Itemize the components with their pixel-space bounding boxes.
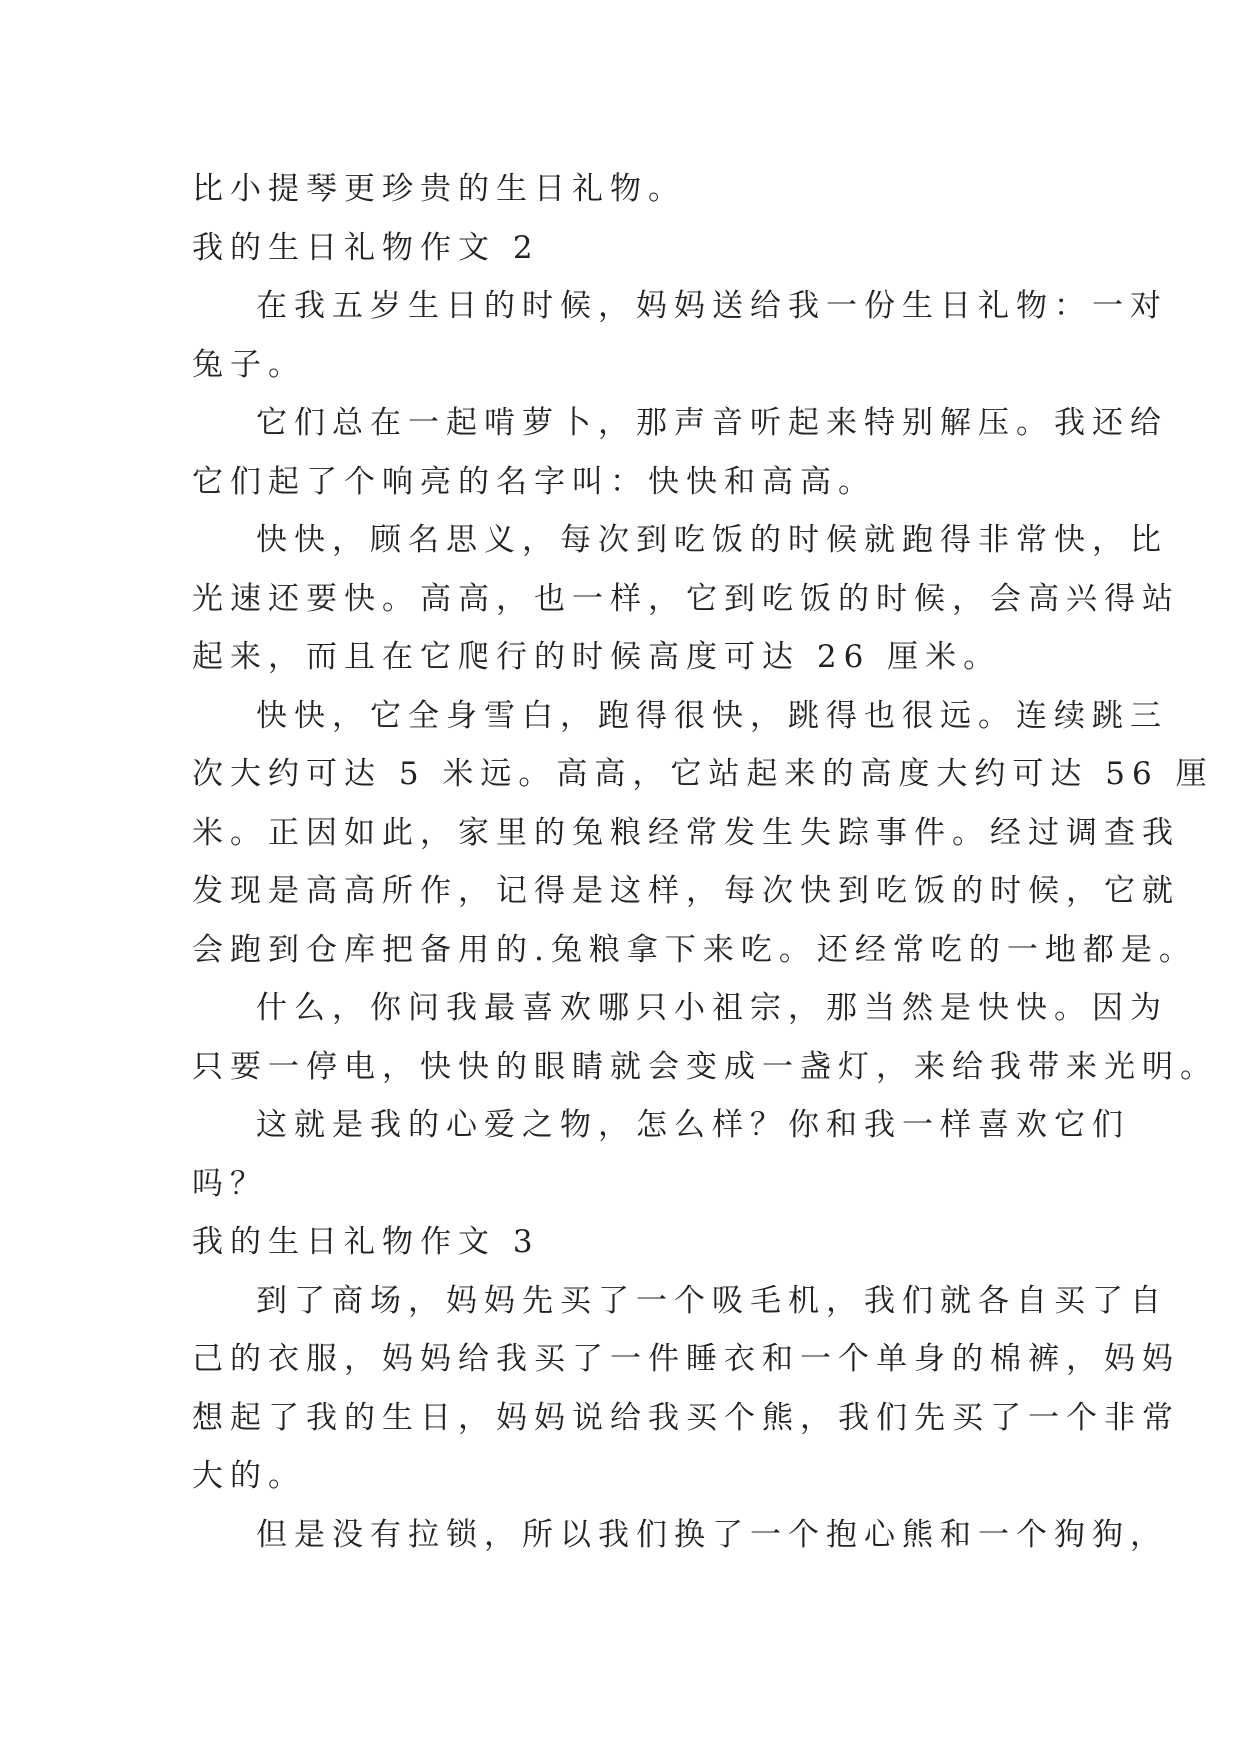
text-line: 米。正因如此，家里的兔粮经常发生失踪事件。经过调查我	[192, 814, 1180, 851]
section-heading: 我的生日礼物作文 3	[192, 1224, 540, 1260]
text-line: 光速还要快。高高，也一样，它到吃饭的时候，会高兴得站	[192, 580, 1180, 617]
text-line: 兔子。	[192, 346, 306, 383]
text-line: 起来，而且在它爬行的时候高度可达 26 厘米。	[192, 639, 1002, 675]
paragraph-line: 快快，顾名思义，每次到吃饭的时候就跑得非常快，比	[256, 522, 1168, 558]
paragraph-line: 到了商场，妈妈先买了一个吸毛机，我们就各自买了自	[256, 1282, 1168, 1319]
text-line: 它们起了个响亮的名字叫：快快和高高。	[192, 463, 876, 500]
section-heading: 我的生日礼物作文 2	[192, 229, 540, 266]
text-line: 己的衣服，妈妈给我买了一件睡衣和一个单身的棉裤，妈妈	[192, 1341, 1180, 1377]
paragraph-line: 快快，它全身雪白，跑得很快，跳得也很远。连续跳三	[256, 697, 1168, 734]
text-line: 会跑到仓库把备用的.兔粮拿下来吃。还经常吃的一地都是。	[192, 931, 1197, 968]
text-line: 次大约可达 5 米远。高高，它站起来的高度大约可达 56 厘	[192, 756, 1214, 792]
text-line: 想起了我的生日，妈妈说给我买个熊，我们先买了一个非常	[192, 1399, 1180, 1436]
text-line: 发现是高高所作，记得是这样，每次快到吃饭的时候，它就	[192, 873, 1180, 909]
paragraph-line: 它们总在一起啃萝卜，那声音听起来特别解压。我还给	[256, 405, 1168, 441]
document-page	[192, 160, 1218, 1564]
paragraph-line: 什么，你问我最喜欢哪只小祖宗，那当然是快快。因为	[256, 990, 1168, 1026]
paragraph-line: 这就是我的心爱之物，怎么样？你和我一样喜欢它们	[256, 1107, 1130, 1143]
paragraph-line: 在我五岁生日的时候，妈妈送给我一份生日礼物：一对	[256, 288, 1168, 324]
text-line: 比小提琴更珍贵的生日礼物。	[192, 171, 686, 207]
text-line: 吗？	[192, 1165, 268, 1202]
text-line: 只要一停电，快快的眼睛就会变成一盏灯，来给我带来光明。	[192, 1048, 1218, 1085]
text-line: 大的。	[192, 1458, 306, 1494]
paragraph-line: 但是没有拉锁，所以我们换了一个抱心熊和一个狗狗，	[256, 1516, 1168, 1553]
